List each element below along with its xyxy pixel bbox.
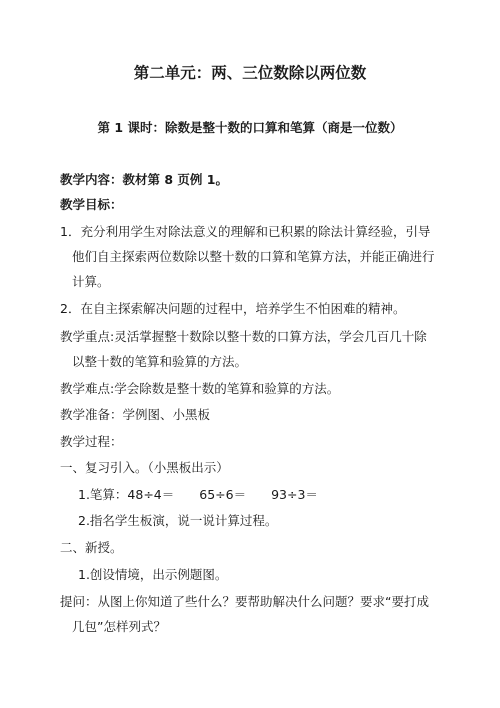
goal-1-line-1: 1．充分利用学生对除法意义的理解和已积累的除法计算经验，引导 <box>60 224 431 239</box>
question-line-1: 提问：从图上你知道了些什么？要帮助解决什么问题？要求“要打成 <box>60 594 429 609</box>
question-line-2: 几包”怎样列式？ <box>72 619 166 634</box>
written-calc: 1.笔算：48÷4＝ 65÷6＝ 93÷3＝ <box>78 487 318 502</box>
section-1-review: 一、复习引入。（小黑板出示） <box>60 460 229 475</box>
goal-1-line-2: 他们自主探索两位数除以整十数的口算和笔算方法，并能正确进行 <box>72 249 435 264</box>
section-2-new: 二、新授。 <box>60 540 123 555</box>
lesson-subtitle: 第 1 课时：除数是整十数的口算和笔算（商是一位数） <box>97 120 403 135</box>
scenario: 1.创设情境，出示例题图。 <box>78 567 228 582</box>
teaching-content: 教学内容：教材第 8 页例 1。 <box>60 172 228 187</box>
key-point-line-2: 以整十数的笔算和验算的方法。 <box>72 354 248 369</box>
teaching-process: 教学过程： <box>60 434 123 449</box>
teaching-prep: 教学准备：学例图、小黑板 <box>60 407 211 422</box>
goals-heading: 教学目标： <box>60 197 123 212</box>
goal-1-line-3: 计算。 <box>72 274 110 289</box>
document-title: 第二单元：两、三位数除以两位数 <box>133 64 367 82</box>
goal-2: 2．在自主探索解决问题的过程中，培养学生不怕困难的精神。 <box>60 301 406 316</box>
board-demo: 2.指名学生板演，说一说计算过程。 <box>78 513 278 528</box>
difficulty: 教学难点:学会除数是整十数的笔算和验算的方法。 <box>60 381 340 396</box>
key-point-line-1: 教学重点:灵活掌握整十数除以整十数的口算方法，学会几百几十除 <box>60 329 427 344</box>
